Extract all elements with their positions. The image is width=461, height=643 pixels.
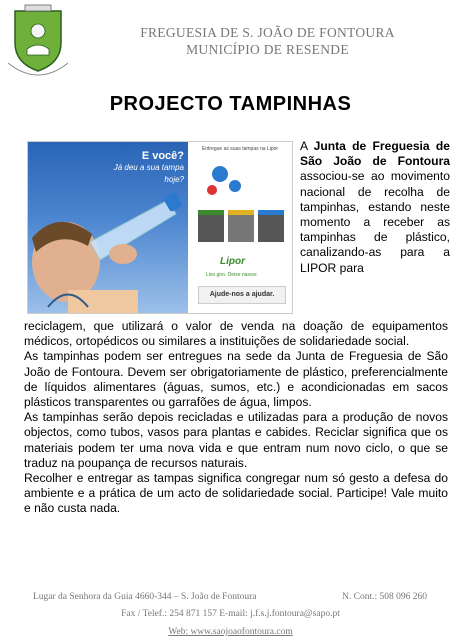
poster-call-to-action: Ajude-nos a ajudar. bbox=[198, 286, 286, 304]
letterhead bbox=[0, 0, 461, 86]
parish-name: FREGUESIA DE S. JOÃO DE FONTOURA bbox=[140, 25, 395, 40]
coat-of-arms-logo bbox=[3, 3, 73, 81]
poster-headline: E você? Já deu a sua tampa hoje? bbox=[113, 150, 184, 184]
poster-small-text: Entregue as suas tampas na Lipor bbox=[201, 146, 279, 152]
footer-address: Lugar da Senhora da Guia 4660-344 – S. João de Fontoura bbox=[33, 592, 257, 602]
campaign-poster bbox=[27, 141, 293, 314]
page-title: PROJECTO TAMPINHAS bbox=[109, 93, 352, 115]
paragraph: reciclagem, que utilizará o valor de venda na doação de equipamentos médicos, ortopédicos ou similares a instituições de solidariedade social. bbox=[24, 319, 448, 349]
footer-tax-number: N. Cont.: 508 096 260 bbox=[342, 592, 427, 602]
municipality-name: MUNICÍPIO DE RESENDE bbox=[186, 42, 349, 57]
recycling-bins-illustration bbox=[190, 156, 290, 246]
lipor-logo: Lipor bbox=[220, 256, 245, 267]
paragraph: Recolher e entregar as tampas significa congregar num só gesto a defesa do ambiente e a prática de um acto de solidariedade social. Participe! Vale muito e não custa nada. bbox=[24, 471, 448, 516]
poster-info-panel bbox=[190, 146, 290, 310]
parish-highlight: Junta de Freguesia de São João de Fontoura bbox=[300, 139, 450, 169]
footer-website-link[interactable]: Web: www.saojoaofontoura.com bbox=[168, 627, 293, 637]
paragraph: As tampinhas podem ser entregues na sede da Junta de Freguesia de São João de Fontoura. Devem ser obrigatoriamente de plástico, preferencialmente de líquidos alimentares (águas, sumos, etc.) e acondicionadas em sacos plásticos transparentes ou garrafões de água, limpos. bbox=[24, 349, 448, 410]
paragraph: As tampinhas serão depois recicladas e utilizadas para a produção de novos objectos, como tubos, vasos para plantas e cabides. Reciclar significa que os materiais podem ter uma nova vida e que entram num novo ciclo, o que se traduz na poupança de recursos naturais. bbox=[24, 410, 448, 470]
child-drinking-photo bbox=[28, 142, 188, 313]
footer-contacts[interactable]: Fax / Telef.: 254 871 157 E-mail: j.f.s.j.fontoura@sapo.pt bbox=[121, 609, 340, 619]
lipor-slogan: Lixo giro. Deixe nascer. bbox=[206, 272, 258, 278]
parish-header bbox=[80, 24, 455, 58]
intro-paragraph: A Junta de Freguesia de São João de Fontoura associou-se ao movimento nacional de recolha de tampinhas, estando neste momento a receber as tampinhas de plástico, canalizando-as para a LIPOR para bbox=[300, 139, 450, 275]
article-body bbox=[24, 319, 448, 517]
